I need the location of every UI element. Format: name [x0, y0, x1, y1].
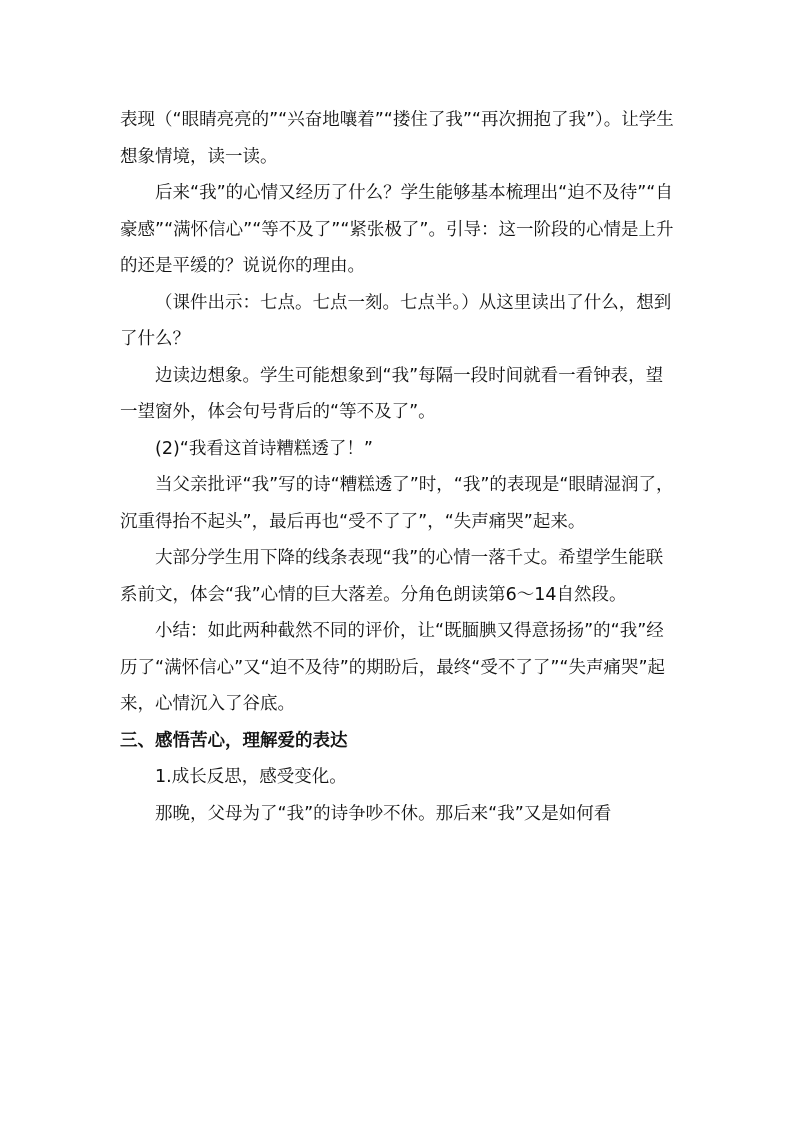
paragraph-summary: 小结：如此两种截然不同的评价，让“既腼腆又得意扬扬”的“我”经历了“满怀信心”又“迫不及待”的期盼后，最终“受不了了”“失声痛哭”起来，心情沉入了谷底。	[120, 621, 666, 714]
paragraph-growth-reflection: 1.成长反思，感受变化。	[155, 767, 347, 787]
paragraph-poem-quote: (2)“我看这首诗糟糕透了！”	[155, 438, 373, 459]
paragraph-parents-argue: 那晚，父母为了“我”的诗争吵不休。那后来“我”又是如何看	[155, 803, 612, 824]
paragraph-expressions: 表现（“眼睛亮亮的”“兴奋地嚷着”“搂住了我”“再次拥抱了我”）。让学生想象情境，读一读。	[120, 110, 674, 167]
document-body	[120, 102, 680, 832]
paragraph-imagine-reading: 边读边想象。学生可能想象到“我”每隔一段时间就看一看钟表，望一望窗外，体会句号背后的“等不及了”。	[120, 365, 664, 422]
paragraph-falling-line: 大部分学生用下降的线条表现“我”的心情一落千丈。希望学生能联系前文，体会“我”心情的巨大落差。分角色朗读第6～14自然段。	[120, 548, 664, 605]
section-heading-three: 三、感悟苦心，理解爱的表达	[120, 730, 348, 751]
paragraph-courseware-times: （课件出示：七点。七点一刻。七点半。）从这里读出了什么，想到了什么？	[120, 292, 672, 349]
paragraph-father-criticism: 当父亲批评“我”写的诗“糟糕透了”时，“我”的表现是“眼睛湿润了，沉重得抬不起头”，最后再也“受不了了”，“失声痛哭”起来。	[120, 475, 674, 532]
paragraph-mood-change: 后来“我”的心情又经历了什么？学生能够基本梳理出“迫不及待”“自豪感”“满怀信心”“等不及了”“紧张极了”。引导：这一阶段的心情是上升的还是平缓的？说说你的理由。	[120, 183, 674, 276]
